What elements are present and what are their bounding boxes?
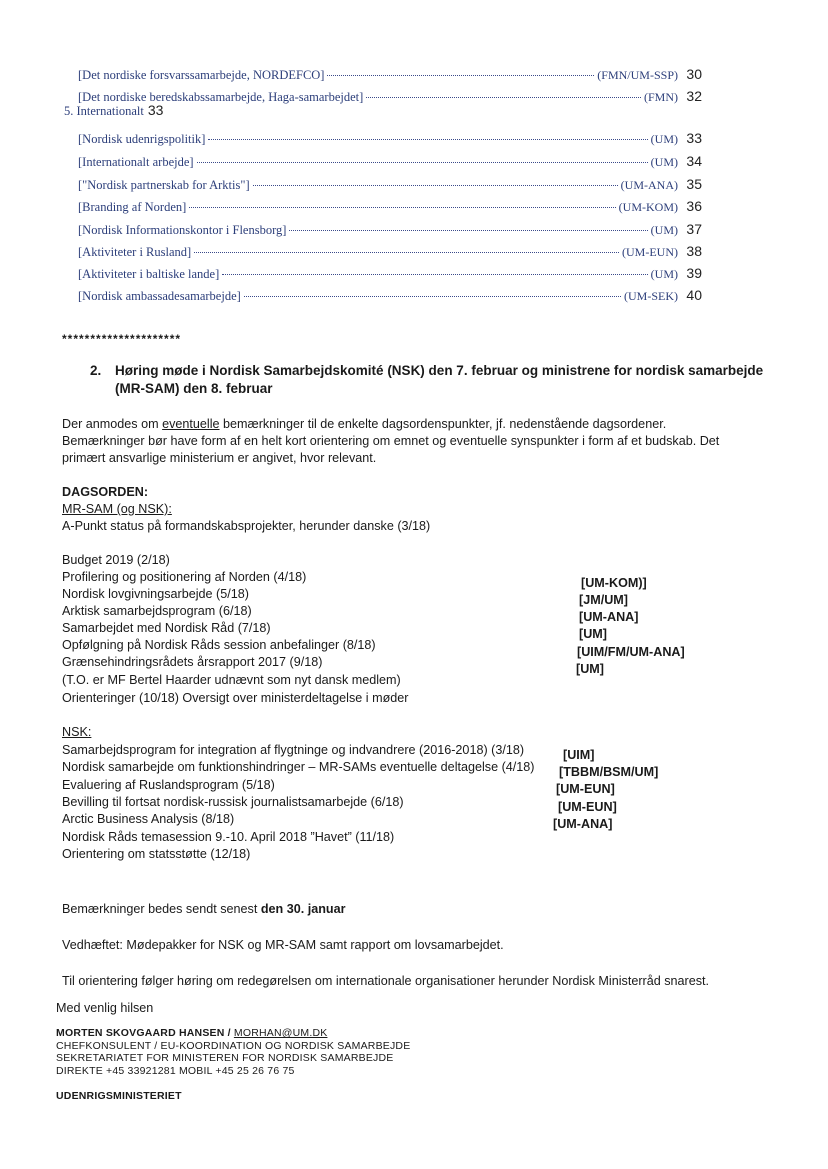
toc-entry-page: 38: [686, 243, 702, 259]
agenda-item: Orienteringer (10/18) Oversigt over ministerdeltagelse i møder: [62, 691, 409, 705]
toc-entry[interactable]: [78, 287, 702, 304]
toc-entry-title: [Nordisk Informationskontor i Flensborg]: [78, 223, 287, 237]
agenda-item: Opfølgning på Nordisk Råds session anbefalinger (8/18): [62, 638, 376, 652]
toc-entry[interactable]: [78, 88, 702, 105]
signature-block: [56, 1027, 410, 1077]
toc-entry-agency: (UM): [650, 132, 678, 146]
agency-code: [UM-EUN]: [558, 800, 617, 814]
toc-entry-agency: (UM): [650, 267, 678, 281]
section-title: Høring møde i Nordisk Samarbejdskomité (NSK) den 7. februar og ministrene for nordisk samarbejde (MR-SAM) den 8. februar: [115, 363, 764, 396]
toc-leader: [208, 139, 647, 140]
nsk-label: NSK:: [62, 725, 92, 739]
intro-text: Der anmodes om: [62, 417, 163, 431]
toc-entry[interactable]: [78, 221, 702, 238]
intro-paragraph: [62, 416, 762, 467]
toc-entry-page: 33: [686, 130, 702, 146]
toc-entry-agency: (UM-SEK): [624, 289, 678, 303]
attachment-note: Vedhæftet: Mødepakker for NSK og MR-SAM samt rapport om lovsamarbejdet.: [62, 938, 504, 952]
toc-leader: [194, 252, 619, 253]
agency-code: [UIM]: [563, 748, 595, 762]
toc-leader: [244, 296, 621, 297]
section-number: 2.: [90, 363, 102, 378]
deadline-line: [62, 902, 346, 916]
toc-entry[interactable]: [78, 176, 702, 193]
agenda-item: (T.O. er MF Bertel Haarder udnævnt som nyt dansk medlem): [62, 673, 401, 687]
toc-section-heading[interactable]: [64, 102, 163, 119]
toc-entry-page: 30: [686, 66, 702, 82]
toc-leader: [327, 75, 594, 76]
signature-email-link[interactable]: MORHAN@UM.DK: [233, 1027, 328, 1039]
signature-separator: /: [224, 1027, 234, 1039]
toc-entry-page: 34: [686, 153, 702, 169]
info-note: Til orientering følger høring om redegørelsen om internationale organisationer herunder Nordisk Ministerråd snarest.: [62, 974, 710, 988]
greeting: Med venlig hilsen: [56, 1001, 154, 1015]
agenda-item: Budget 2019 (2/18): [62, 553, 170, 567]
agency-code: [UM]: [579, 627, 607, 641]
toc-entry-agency: (UM-EUN): [622, 245, 678, 259]
separator: *********************: [62, 332, 182, 346]
toc-entry-page: 35: [686, 176, 702, 192]
toc-entry-title: [Aktiviteter i baltiske lande]: [78, 267, 220, 281]
signature-title: CHEFKONSULENT / EU-KOORDINATION OG NORDISK SAMARBEJDE: [56, 1039, 411, 1052]
toc-leader: [222, 274, 647, 275]
section-heading: [90, 362, 770, 398]
toc-entry-title: [Aktiviteter i Rusland]: [78, 245, 192, 259]
intro-line2: Bemærkninger bør have form af en helt kort orientering om emnet og eventuelle synspunkter i form af et budskab. Det primært ansvarlige ministerium er angivet, hvor relevant.: [62, 434, 720, 465]
signature-org: UDENRIGSMINISTERIET: [56, 1090, 182, 1102]
intro-text: bemærkninger til de enkelte dagsordenspunkter, jf. nedenstående dagsordener.: [219, 417, 667, 431]
agenda-item: Arctic Business Analysis (8/18): [62, 812, 235, 826]
agenda-item: Nordisk Råds temasession 9.-10. April 2018 ”Havet” (11/18): [62, 830, 395, 844]
agenda-a-punkt: A-Punkt status på formandskabsprojekter, herunder danske (3/18): [62, 519, 431, 533]
toc-entry-title: ["Nordisk partnerskab for Arktis"]: [78, 178, 250, 192]
agency-code: [UM-ANA]: [579, 610, 639, 624]
toc-entry-agency: (UM): [650, 155, 678, 169]
agency-code: [JM/UM]: [579, 593, 628, 607]
signature-name-line: [56, 1027, 410, 1040]
toc-entry-agency: (UM-KOM): [618, 200, 678, 214]
toc-section-page: 33: [147, 102, 164, 118]
agenda-title: DAGSORDEN:: [62, 485, 149, 499]
signature-dept: SEKRETARIATET FOR MINISTEREN FOR NORDISK SAMARBEJDE: [56, 1052, 394, 1064]
toc-entry-page: 36: [686, 198, 702, 214]
agenda-item: Samarbejdsprogram for integration af flygtninge og indvandrere (2016-2018) (3/18): [62, 743, 525, 757]
toc-entry-title: [Nordisk ambassadesamarbejde]: [78, 289, 241, 303]
toc-entry-title: [Nordisk udenrigspolitik]: [78, 132, 206, 146]
toc-section-title: 5. Internationalt: [64, 104, 144, 118]
toc-leader: [189, 207, 615, 208]
toc-entry[interactable]: [78, 265, 702, 282]
toc-leader: [197, 162, 648, 163]
agency-code: [TBBM/BSM/UM]: [559, 765, 659, 779]
toc-leader: [366, 97, 641, 98]
toc-entry-agency: (FMN): [643, 90, 678, 104]
toc-entry[interactable]: [78, 243, 702, 260]
toc-entry[interactable]: [78, 153, 702, 170]
toc-entry-page: 40: [686, 287, 702, 303]
toc-entry[interactable]: [78, 130, 702, 147]
agency-code: [UM-ANA]: [553, 817, 613, 831]
agenda-item: Orientering om statsstøtte (12/18): [62, 847, 251, 861]
toc-entry-agency: (UM): [650, 223, 678, 237]
agency-code: [UM]: [576, 662, 604, 676]
agenda-item: Grænsehindringsrådets årsrapport 2017 (9/18): [62, 655, 323, 669]
deadline-text: Bemærkninger bedes sendt senest: [62, 902, 261, 916]
agency-code: [UM-KOM)]: [581, 576, 647, 590]
agenda-item: Arktisk samarbejdsprogram (6/18): [62, 604, 252, 618]
toc-entry-title: [Det nordiske beredskabssamarbejde, Haga-samarbejdet]: [78, 90, 364, 104]
deadline-date: den 30. januar: [260, 902, 346, 916]
toc-leader: [253, 185, 618, 186]
toc-entry-title: [Det nordiske forsvarssamarbejde, NORDEFCO]: [78, 68, 325, 82]
toc-entry-page: 39: [686, 265, 702, 281]
agenda-item: Bevilling til fortsat nordisk-russisk journalistsamarbejde (6/18): [62, 795, 404, 809]
toc-entry[interactable]: [78, 198, 702, 215]
toc-entry-agency: (FMN/UM-SSP): [597, 68, 678, 82]
toc-entry-title: [Branding af Norden]: [78, 200, 187, 214]
agenda-item: Samarbejdet med Nordisk Råd (7/18): [62, 621, 271, 635]
signature-phone: DIREKTE +45 33921281 MOBIL +45 25 26 76 75: [56, 1064, 295, 1077]
toc-entry-page: 37: [686, 221, 702, 237]
toc-leader: [289, 230, 647, 231]
agenda-item: Evaluering af Ruslandsprogram (5/18): [62, 778, 275, 792]
agency-code: [UM-EUN]: [556, 782, 615, 796]
toc-entry-title: [Internationalt arbejde]: [78, 155, 194, 169]
toc-entry[interactable]: [78, 66, 702, 83]
agenda-item: Nordisk samarbejde om funktionshindringer – MR-SAMs eventuelle deltagelse (4/18): [62, 760, 535, 774]
signature-name: MORTEN SKOVGAARD HANSEN: [56, 1027, 225, 1039]
agenda-item: Nordisk lovgivningsarbejde (5/18): [62, 587, 249, 601]
toc-entry-page: 32: [686, 88, 702, 104]
agency-code: [UIM/FM/UM-ANA]: [577, 645, 685, 659]
mrsam-label: MR-SAM (og NSK):: [62, 502, 172, 516]
agenda-item: Profilering og positionering af Norden (4/18): [62, 570, 307, 584]
toc-entry-agency: (UM-ANA): [620, 178, 678, 192]
intro-underlined-word: eventuelle: [162, 417, 220, 431]
